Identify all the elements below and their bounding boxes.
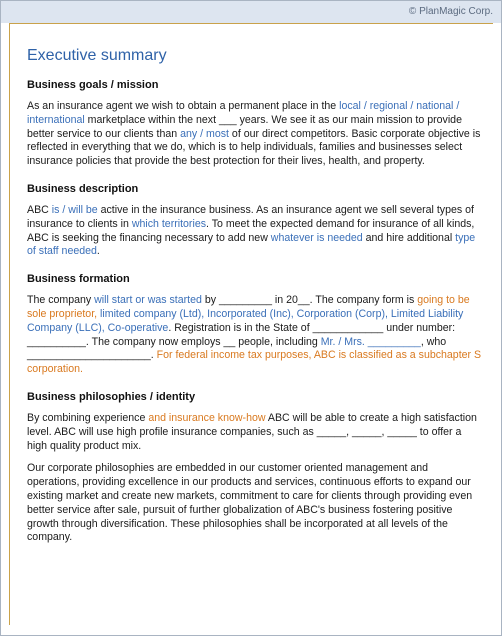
heading-goals: Business goals / mission bbox=[27, 79, 159, 91]
placeholder-text: which territories bbox=[131, 217, 207, 230]
document-content bbox=[27, 46, 483, 554]
text: by _________ in 20__. The company form is bbox=[201, 294, 418, 307]
text: . To meet the expected demand for insurance of all kinds, ABC is seeking the financing necessary to add new bbox=[27, 217, 475, 244]
heading-description: Business description bbox=[27, 182, 139, 195]
paragraph-philosophies-1 bbox=[27, 412, 483, 453]
text: , who _____________________. bbox=[27, 335, 447, 362]
header-bar bbox=[1, 1, 501, 23]
text: ABC bbox=[27, 203, 52, 216]
placeholder-text: will start or was started bbox=[94, 294, 202, 307]
text: marketplace within the next ___ years. We see it as our main mission to provide better service to our clients than bbox=[27, 113, 462, 140]
text: As an insurance agent we wish to obtain a permanent place in the bbox=[27, 100, 340, 112]
paragraph-philosophies-2: Our corporate philosophies are embedded in our customer oriented management and operations, providing excellence in our products and services, continuous efforts to expand our existing market and create new markets, commitment to care for clients through providing even better service after sale, pursuit of further globalization of ABC's business fostering positive growth through diversification. These philosophies shall be incorporated at all levels of the company. bbox=[27, 462, 473, 544]
text: of our direct competitors. Basic corporate objective is reflected in everything that we do, which is to help individuals, families and businesses select insurance policies that provide the best protection for their lives, health, and property. bbox=[27, 127, 481, 168]
text: . Registration is in the State of ____________ under number: __________. The company now employs __ people, including bbox=[27, 321, 456, 348]
paragraph-formation bbox=[27, 294, 483, 377]
text: . bbox=[96, 245, 100, 258]
paragraph-goals bbox=[27, 100, 483, 169]
placeholder-text: any / most bbox=[180, 127, 229, 140]
left-border-rule bbox=[9, 23, 10, 625]
placeholder-text: whatever is needed bbox=[270, 231, 363, 244]
page-title: Executive summary bbox=[27, 47, 167, 64]
note-text: going to be sole proprietor, bbox=[27, 294, 470, 320]
placeholder-text: Mr. / Mrs. _________ bbox=[320, 335, 421, 348]
note-text: and insurance know-how bbox=[148, 411, 266, 424]
brand-label: © PlanMagic Corp. bbox=[408, 6, 493, 17]
text: and hire additional bbox=[362, 231, 456, 244]
paragraph-description bbox=[27, 204, 483, 259]
placeholder-text: is / will be bbox=[51, 203, 98, 216]
heading-philosophies: Business philosophies / identity bbox=[27, 390, 196, 403]
text: ABC will be able to create a high satisfaction level. ABC will use high profile insurance companies, such as _____, _____, _____ to offer a high quality product mix. bbox=[27, 411, 477, 452]
placeholder-text: type of staff needed bbox=[27, 231, 476, 258]
text: The company bbox=[27, 294, 95, 307]
text: active in the insurance business. As an insurance agent we sell several types of insurance to clients in bbox=[27, 203, 474, 230]
note-text: For federal income tax purposes, ABC is classified as a subchapter S corporation. bbox=[27, 349, 482, 376]
top-border-rule bbox=[9, 23, 493, 24]
heading-formation: Business formation bbox=[27, 273, 130, 286]
placeholder-text: local / regional / national / international bbox=[27, 100, 460, 126]
text: By combining experience bbox=[27, 411, 149, 424]
placeholder-text: limited company (Ltd), Incorporated (Inc), Corporation (Corp), Limited Liability Company (LLC), Co-operative bbox=[27, 307, 464, 334]
